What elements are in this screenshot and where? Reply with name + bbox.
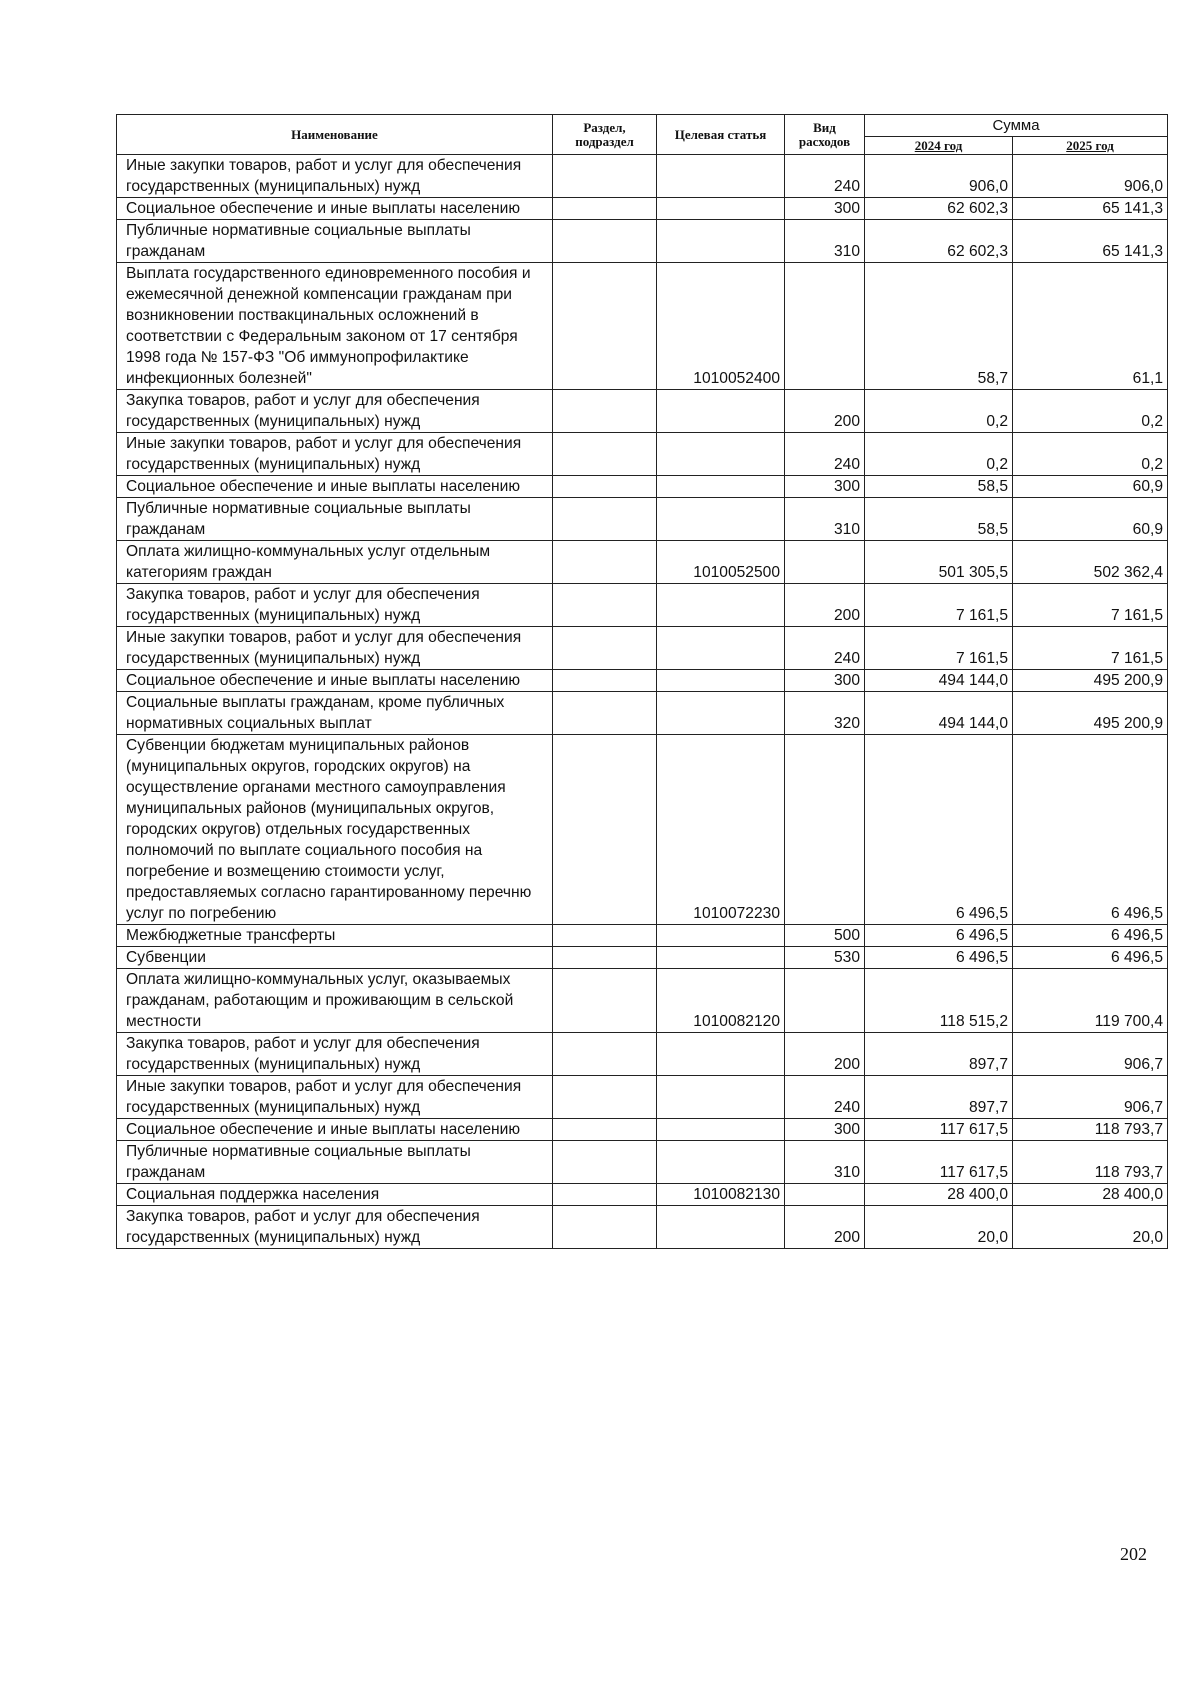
- row-expense-type: 500: [785, 925, 865, 947]
- row-name: Социальное обеспечение и иные выплаты населению: [117, 670, 553, 692]
- row-expense-type: 310: [785, 498, 865, 541]
- table-row: [117, 947, 1168, 969]
- row-section: [553, 1184, 657, 1206]
- row-expense-type: 300: [785, 670, 865, 692]
- row-sum-2024: 117 617,5: [865, 1141, 1013, 1184]
- row-target-article: [657, 498, 785, 541]
- table-row: [117, 627, 1168, 670]
- header-sum: Сумма: [865, 115, 1168, 137]
- row-sum-2024: 897,7: [865, 1033, 1013, 1076]
- row-sum-2024: 58,5: [865, 476, 1013, 498]
- row-section: [553, 584, 657, 627]
- row-sum-2025: 20,0: [1013, 1206, 1168, 1249]
- table-row: [117, 155, 1168, 198]
- table-row: [117, 198, 1168, 220]
- row-target-article: [657, 476, 785, 498]
- row-section: [553, 925, 657, 947]
- row-expense-type: 300: [785, 476, 865, 498]
- row-section: [553, 1033, 657, 1076]
- row-name: Выплата государственного единовременного пособия и ежемесячной денежной компенсации гражданам при возникновении поствакцинальных осложнений в соответствии с Федеральным законом от 17 сентября 1998 года № 157-ФЗ "Об иммунопрофилактике инфекционных болезней": [117, 263, 553, 390]
- row-name: Социальное обеспечение и иные выплаты населению: [117, 198, 553, 220]
- row-sum-2024: 0,2: [865, 390, 1013, 433]
- row-name: Социальное обеспечение и иные выплаты населению: [117, 476, 553, 498]
- header-name: Наименование: [117, 115, 553, 155]
- table-body: [117, 155, 1168, 1249]
- row-section: [553, 433, 657, 476]
- row-sum-2024: 906,0: [865, 155, 1013, 198]
- row-sum-2024: 6 496,5: [865, 925, 1013, 947]
- row-section: [553, 735, 657, 925]
- row-section: [553, 198, 657, 220]
- row-sum-2024: 20,0: [865, 1206, 1013, 1249]
- row-section: [553, 692, 657, 735]
- row-name: Закупка товаров, работ и услуг для обеспечения государственных (муниципальных) нужд: [117, 1033, 553, 1076]
- row-target-article: [657, 627, 785, 670]
- row-sum-2025: 61,1: [1013, 263, 1168, 390]
- row-name: Иные закупки товаров, работ и услуг для обеспечения государственных (муниципальных) нужд: [117, 1076, 553, 1119]
- row-expense-type: 310: [785, 220, 865, 263]
- row-sum-2024: 28 400,0: [865, 1184, 1013, 1206]
- row-sum-2024: 501 305,5: [865, 541, 1013, 584]
- row-section: [553, 155, 657, 198]
- row-sum-2025: 906,0: [1013, 155, 1168, 198]
- row-name: Публичные нормативные социальные выплаты гражданам: [117, 1141, 553, 1184]
- row-sum-2024: 58,5: [865, 498, 1013, 541]
- row-sum-2025: 0,2: [1013, 390, 1168, 433]
- row-sum-2024: 6 496,5: [865, 735, 1013, 925]
- row-expense-type: [785, 735, 865, 925]
- row-section: [553, 263, 657, 390]
- row-sum-2025: 495 200,9: [1013, 670, 1168, 692]
- row-target-article: [657, 390, 785, 433]
- row-sum-2024: 494 144,0: [865, 670, 1013, 692]
- row-target-article: [657, 1076, 785, 1119]
- table-row: [117, 541, 1168, 584]
- row-sum-2025: 60,9: [1013, 498, 1168, 541]
- table-row: [117, 476, 1168, 498]
- budget-table: [116, 114, 1168, 1249]
- row-expense-type: 240: [785, 433, 865, 476]
- row-expense-type: 320: [785, 692, 865, 735]
- row-sum-2025: 6 496,5: [1013, 925, 1168, 947]
- row-section: [553, 220, 657, 263]
- row-expense-type: 240: [785, 627, 865, 670]
- row-section: [553, 947, 657, 969]
- row-section: [553, 1076, 657, 1119]
- page-number: 202: [1120, 1544, 1147, 1564]
- row-sum-2024: 7 161,5: [865, 584, 1013, 627]
- row-target-article: [657, 670, 785, 692]
- header-year-2025: 2025 год: [1013, 137, 1168, 155]
- row-name: Закупка товаров, работ и услуг для обеспечения государственных (муниципальных) нужд: [117, 1206, 553, 1249]
- row-sum-2025: 6 496,5: [1013, 735, 1168, 925]
- row-target-article: [657, 692, 785, 735]
- row-expense-type: 300: [785, 1119, 865, 1141]
- row-sum-2025: 495 200,9: [1013, 692, 1168, 735]
- row-target-article: [657, 1119, 785, 1141]
- row-sum-2024: 494 144,0: [865, 692, 1013, 735]
- row-target-article: [657, 1033, 785, 1076]
- table-row: [117, 390, 1168, 433]
- row-name: Закупка товаров, работ и услуг для обеспечения государственных (муниципальных) нужд: [117, 390, 553, 433]
- row-section: [553, 541, 657, 584]
- row-sum-2025: 7 161,5: [1013, 584, 1168, 627]
- row-expense-type: [785, 969, 865, 1033]
- row-sum-2025: 119 700,4: [1013, 969, 1168, 1033]
- row-target-article: [657, 220, 785, 263]
- row-section: [553, 498, 657, 541]
- row-sum-2025: 118 793,7: [1013, 1119, 1168, 1141]
- table-row: [117, 969, 1168, 1033]
- row-sum-2025: 60,9: [1013, 476, 1168, 498]
- row-expense-type: 200: [785, 390, 865, 433]
- row-sum-2025: 502 362,4: [1013, 541, 1168, 584]
- row-sum-2025: 118 793,7: [1013, 1141, 1168, 1184]
- row-sum-2024: 6 496,5: [865, 947, 1013, 969]
- row-name: Межбюджетные трансферты: [117, 925, 553, 947]
- table-row: [117, 1184, 1168, 1206]
- row-name: Закупка товаров, работ и услуг для обеспечения государственных (муниципальных) нужд: [117, 584, 553, 627]
- table-row: [117, 925, 1168, 947]
- row-sum-2025: 7 161,5: [1013, 627, 1168, 670]
- row-expense-type: 200: [785, 1206, 865, 1249]
- row-name: Публичные нормативные социальные выплаты гражданам: [117, 498, 553, 541]
- row-section: [553, 1206, 657, 1249]
- row-name: Публичные нормативные социальные выплаты гражданам: [117, 220, 553, 263]
- table-row: [117, 584, 1168, 627]
- row-expense-type: 310: [785, 1141, 865, 1184]
- row-sum-2024: 117 617,5: [865, 1119, 1013, 1141]
- table-row: [117, 220, 1168, 263]
- row-expense-type: [785, 263, 865, 390]
- row-target-article: [657, 155, 785, 198]
- row-section: [553, 627, 657, 670]
- row-target-article: 1010072230: [657, 735, 785, 925]
- row-expense-type: 530: [785, 947, 865, 969]
- header-section: Раздел, подраздел: [553, 115, 657, 155]
- table-row: [117, 1119, 1168, 1141]
- row-expense-type: 300: [785, 198, 865, 220]
- row-expense-type: [785, 1184, 865, 1206]
- table-row: [117, 1206, 1168, 1249]
- row-section: [553, 390, 657, 433]
- row-sum-2025: 65 141,3: [1013, 198, 1168, 220]
- row-expense-type: 240: [785, 1076, 865, 1119]
- row-name: Оплата жилищно-коммунальных услуг отдельным категориям граждан: [117, 541, 553, 584]
- row-target-article: [657, 947, 785, 969]
- table-row: [117, 735, 1168, 925]
- header-year-2024: 2024 год: [865, 137, 1013, 155]
- row-name: Социальные выплаты гражданам, кроме публичных нормативных социальных выплат: [117, 692, 553, 735]
- row-name: Социальное обеспечение и иные выплаты населению: [117, 1119, 553, 1141]
- table-row: [117, 498, 1168, 541]
- row-expense-type: [785, 541, 865, 584]
- row-expense-type: 240: [785, 155, 865, 198]
- row-section: [553, 1141, 657, 1184]
- row-sum-2025: 28 400,0: [1013, 1184, 1168, 1206]
- row-sum-2025: 6 496,5: [1013, 947, 1168, 969]
- row-section: [553, 670, 657, 692]
- row-sum-2025: 906,7: [1013, 1033, 1168, 1076]
- row-target-article: 1010052500: [657, 541, 785, 584]
- row-target-article: [657, 1141, 785, 1184]
- row-target-article: 1010052400: [657, 263, 785, 390]
- row-section: [553, 969, 657, 1033]
- row-sum-2024: 58,7: [865, 263, 1013, 390]
- header-target-article: Целевая статья: [657, 115, 785, 155]
- row-target-article: [657, 198, 785, 220]
- row-name: Иные закупки товаров, работ и услуг для обеспечения государственных (муниципальных) нужд: [117, 433, 553, 476]
- row-sum-2025: 0,2: [1013, 433, 1168, 476]
- row-name: Субвенции: [117, 947, 553, 969]
- row-target-article: [657, 1206, 785, 1249]
- row-expense-type: 200: [785, 1033, 865, 1076]
- row-name: Субвенции бюджетам муниципальных районов (муниципальных округов, городских округов) на осуществление органами местного самоуправления муниципальных районов (муниципальных округов, городских округов) отдельных государственных полномочий по выплате социального пособия на погребение и возмещению стоимости услуг, предоставляемых согласно гарантированному перечню услуг по погребению: [117, 735, 553, 925]
- row-sum-2024: 62 602,3: [865, 220, 1013, 263]
- row-target-article: [657, 584, 785, 627]
- row-sum-2025: 65 141,3: [1013, 220, 1168, 263]
- row-name: Иные закупки товаров, работ и услуг для обеспечения государственных (муниципальных) нужд: [117, 155, 553, 198]
- row-target-article: [657, 925, 785, 947]
- row-section: [553, 476, 657, 498]
- row-target-article: 1010082130: [657, 1184, 785, 1206]
- row-name: Иные закупки товаров, работ и услуг для обеспечения государственных (муниципальных) нужд: [117, 627, 553, 670]
- row-target-article: 1010082120: [657, 969, 785, 1033]
- row-name: Социальная поддержка населения: [117, 1184, 553, 1206]
- table-row: [117, 1076, 1168, 1119]
- table-row: [117, 670, 1168, 692]
- row-sum-2025: 906,7: [1013, 1076, 1168, 1119]
- row-name: Оплата жилищно-коммунальных услуг, оказываемых гражданам, работающим и проживающим в сельской местности: [117, 969, 553, 1033]
- table-row: [117, 692, 1168, 735]
- table-row: [117, 1033, 1168, 1076]
- row-sum-2024: 897,7: [865, 1076, 1013, 1119]
- row-sum-2024: 118 515,2: [865, 969, 1013, 1033]
- table-row: [117, 433, 1168, 476]
- row-expense-type: 200: [785, 584, 865, 627]
- row-sum-2024: 62 602,3: [865, 198, 1013, 220]
- table-row: [117, 1141, 1168, 1184]
- header-expense-type: Вид расходов: [785, 115, 865, 155]
- row-section: [553, 1119, 657, 1141]
- row-target-article: [657, 433, 785, 476]
- row-sum-2024: 0,2: [865, 433, 1013, 476]
- table-row: [117, 263, 1168, 390]
- row-sum-2024: 7 161,5: [865, 627, 1013, 670]
